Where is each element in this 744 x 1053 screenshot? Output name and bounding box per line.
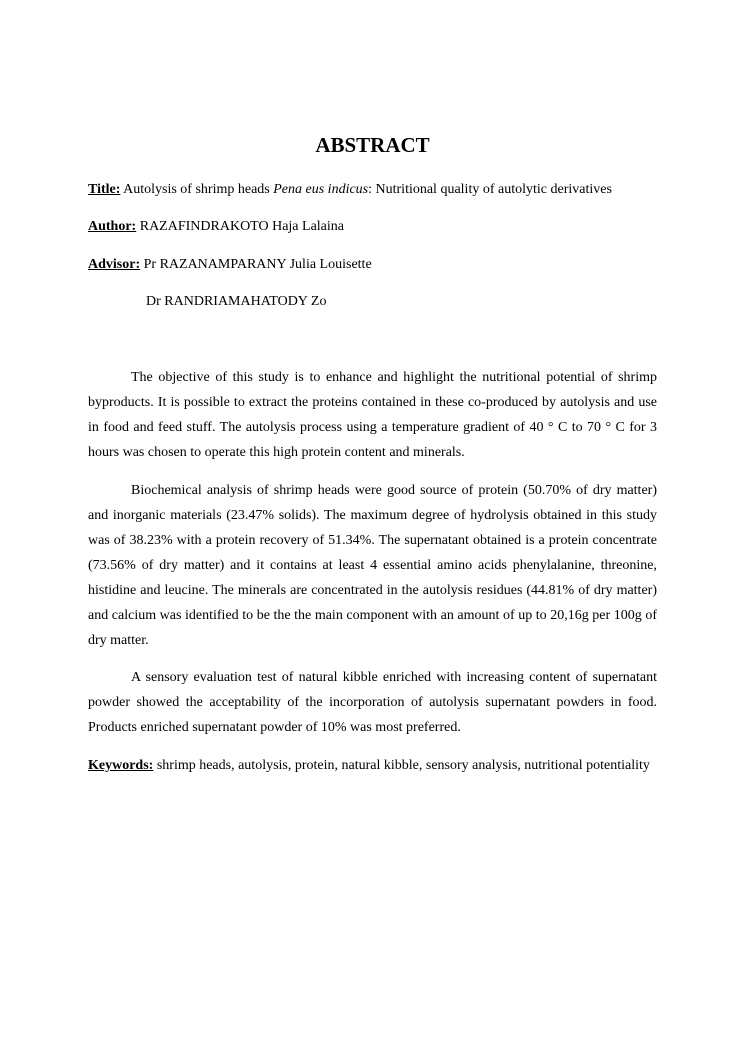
title-text-after: : Nutritional quality of autolytic derivatives <box>368 182 612 197</box>
author-label: Author: <box>88 219 137 234</box>
advisor-line <box>88 255 657 275</box>
keywords-text: shrimp heads, autolysis, protein, natural kibble, sensory analysis, nutritional potentiality <box>153 758 650 773</box>
advisor-line-2 <box>88 292 715 312</box>
abstract-paragraph-3: A sensory evaluation test of natural kibble enriched with increasing content of supernatant powder showed the acceptability of the incorporation of autolysis supernatant powders in food. Products enriched supernatant powder of 10% was most preferred. <box>88 670 657 735</box>
advisor-name-2: Dr RANDRIAMAHATODY Zo <box>146 294 327 309</box>
keywords-line <box>88 753 657 778</box>
page-title: ABSTRACT <box>315 133 430 157</box>
title-line <box>88 180 657 200</box>
advisor-label: Advisor: <box>88 257 141 272</box>
author-line <box>88 217 657 237</box>
author-name: RAZAFINDRAKOTO Haja Lalaina <box>136 219 344 234</box>
title-text-before: Autolysis of shrimp heads <box>120 182 274 197</box>
abstract-paragraph-1: The objective of this study is to enhance and highlight the nutritional potential of shrimp byproducts. It is possible to extract the proteins contained in these co-produced by autolysis and use in food and feed stuff. The autolysis process using a temperature gradient of 40 ° C to 70 ° C for 3 hours was chosen to operate this high protein content and minerals. <box>88 370 657 460</box>
keywords-label: Keywords: <box>88 758 154 773</box>
title-species: Pena eus indicus <box>273 182 369 197</box>
advisor-name-1: Pr RAZANAMPARANY Julia Louisette <box>140 257 372 272</box>
abstract-paragraph-2: Biochemical analysis of shrimp heads were good source of protein (50.70% of dry matter) and inorganic materials (23.47% solids). The maximum degree of hydrolysis obtained in this study was of 38.23% with a protein recovery of 51.34%. The supernatant obtained is a protein concentrate (73.56% of dry matter) and it contains at least 4 essential amino acids phenylalanine, threonine, histidine and leucine. The minerals are concentrated in the autolysis residues (44.81% of dry matter) and calcium was identified to be the the main component with an amount of up to 20,16g per 100g of dry matter. <box>88 483 657 648</box>
title-label: Title: <box>88 182 121 197</box>
